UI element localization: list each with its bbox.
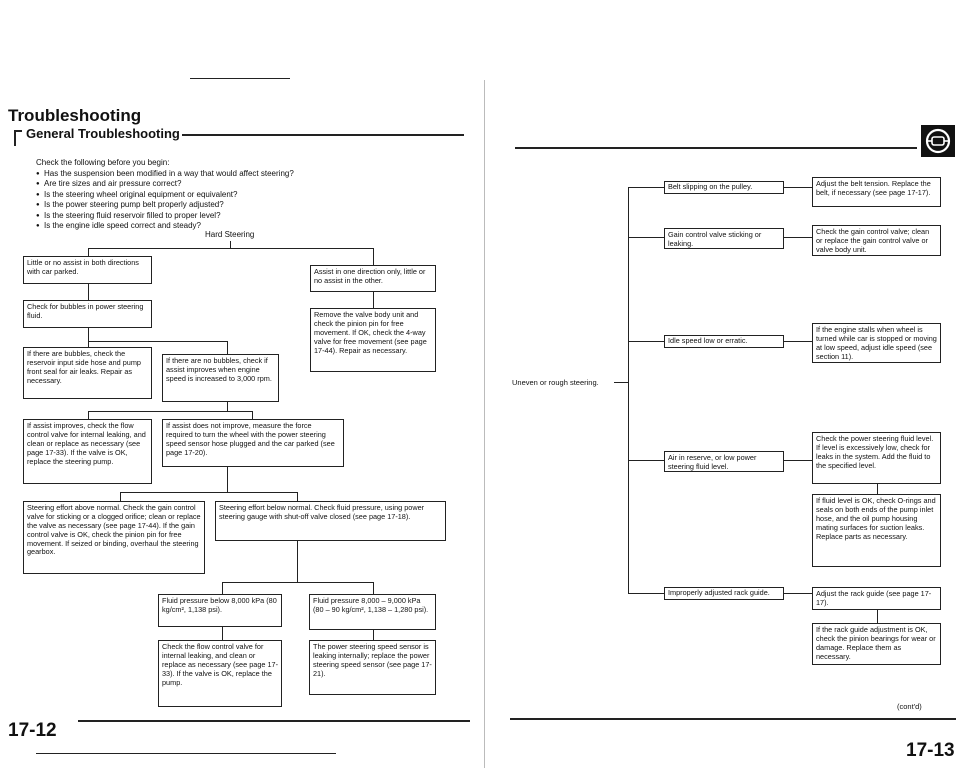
root-node-hard-steering: Hard Steering [205, 230, 255, 239]
footer-rule [510, 718, 956, 720]
remedy-idle-speed: If the engine stalls when wheel is turned while car is stopped or moving at low speed, adjust idle speed (see section 11). [812, 323, 941, 363]
footer-rule [78, 720, 470, 722]
connector [784, 341, 812, 342]
box-pressure-range: Fluid pressure 8,000 – 9,000 kPa (80 – 90 kg/cm², 1,138 – 1,280 psi). [309, 594, 436, 630]
connector [227, 341, 228, 354]
connector [784, 237, 812, 238]
page-gutter [484, 80, 485, 768]
box-speed-sensor: The power steering speed sensor is leaking internally; replace the power steering speed sensor (see page 17-21). [309, 640, 436, 695]
connector [373, 630, 374, 640]
top-rule [190, 78, 290, 79]
check-item: ● Are tire sizes and air pressure correct? [36, 179, 336, 190]
check-item: ● Is the power steering pump belt properly adjusted? [36, 200, 336, 211]
prechecks-intro: Check the following before you begin: [36, 158, 170, 167]
connector [222, 582, 223, 594]
box-little-assist: Little or no assist in both directions with car parked. [23, 256, 152, 284]
remedy-rack-guide: Adjust the rack guide (see page 17-17). [812, 587, 941, 610]
header-rule [515, 147, 917, 149]
connector [784, 593, 812, 594]
box-flow-control: Check the flow control valve for internal leaking, and clean or replace as necessary (see page 17-33). If the valve is OK, replace the pump. [158, 640, 282, 707]
connector [227, 467, 228, 493]
connector [88, 283, 89, 300]
check-item: ● Has the suspension been modified in a way that would affect steering? [36, 169, 336, 180]
page-number-left: 17-12 [8, 720, 57, 741]
connector [120, 492, 121, 501]
connector [222, 627, 223, 640]
box-assist-improves: If assist improves, check the flow control valve for internal leaking, and clean or replace as necessary (see page 17-33). If the valve is OK, replace the steering pump. [23, 419, 152, 484]
box-effort-above: Steering effort above normal. Check the gain control valve for sticking or a clogged orifice; clean or replace the valve as necessary (see page 17-44). If the gain control valve is OK, check the pinion pin for free movement. If seized or binding, overhaul the steering gearbox. [23, 501, 205, 574]
cause-low-fluid: Air in reserve, or low power steering fluid level. [664, 451, 784, 472]
connector [88, 248, 89, 256]
connector [88, 248, 374, 249]
footer-rule [36, 753, 336, 754]
remedy-gain-valve: Check the gain control valve; clean or replace the gain control valve or valve body unit. [812, 225, 941, 256]
connector [252, 411, 253, 419]
connector [88, 411, 253, 412]
connector [373, 291, 374, 308]
check-item: ● Is the engine idle speed correct and steady? [36, 221, 336, 232]
followup-seal-check: If fluid level is OK, check O-rings and seals on both ends of the pump inlet hose, and the oil pump housing mating surfaces for suction leaks. Replace parts as necessary. [812, 494, 941, 567]
box-effort-below: Steering effort below normal. Check fluid pressure, using power steering gauge with shut-off valve closed (see page 17-18). [215, 501, 446, 541]
remedy-belt-tension: Adjust the belt tension. Replace the belt, if necessary (see page 17-17). [812, 177, 941, 207]
connector [614, 382, 628, 383]
connector [88, 328, 89, 342]
connector [784, 187, 812, 188]
continued-label: (cont'd) [897, 702, 922, 711]
connector [628, 187, 664, 188]
connector [628, 460, 664, 461]
connector [628, 187, 629, 593]
connector [120, 492, 298, 493]
box-bubbles-no: If there are no bubbles, check if assist improves when engine speed is increased to 3,000 rpm. [162, 354, 279, 402]
connector [373, 582, 374, 594]
box-assist-not-improve: If assist does not improve, measure the force required to turn the wheel with the power steering speed sensor hose plugged and the car parked (see page 17-20). [162, 419, 344, 467]
connector [628, 593, 664, 594]
steering-wheel-icon [921, 125, 955, 157]
connector [784, 460, 812, 461]
page-number-right: 17-13 [906, 740, 955, 761]
remedy-fluid-level: Check the power steering fluid level. If level is excessively low, check for leaks in the system. Add the fluid to the specified level. [812, 432, 941, 484]
connector [222, 582, 374, 583]
followup-pinion-bearings: If the rack guide adjustment is OK, check the pinion bearings for wear or damage. Replace them as necessary. [812, 623, 941, 665]
connector [877, 610, 878, 623]
connector [297, 492, 298, 501]
connector [877, 484, 878, 494]
cause-rack-guide: Improperly adjusted rack guide. [664, 587, 784, 600]
connector [88, 341, 228, 342]
subtitle-bracket [14, 130, 16, 146]
subtitle-bracket-top [14, 130, 22, 132]
subtitle-rule [182, 134, 464, 136]
check-item: ● Is the steering fluid reservoir filled to proper level? [36, 211, 336, 222]
box-remove-valve: Remove the valve body unit and check the pinion pin for free movement. If OK, check the 4-way valve for free movement (see page 17-44). Repair as necessary. [310, 308, 436, 372]
connector [628, 341, 664, 342]
cause-belt-slipping: Belt slipping on the pulley. [664, 181, 784, 194]
box-bubbles-yes: If there are bubbles, check the reservoir input side hose and pump front seal for air leaks. Repair as necessary. [23, 347, 152, 399]
prechecks [36, 158, 336, 232]
box-pressure-below: Fluid pressure below 8,000 kPa (80 kg/cm², 1,138 psi). [158, 594, 282, 627]
connector [297, 541, 298, 583]
connector [88, 411, 89, 419]
check-item: ● Is the steering wheel original equipment or equivalent? [36, 190, 336, 201]
box-check-bubbles: Check for bubbles in power steering fluid. [23, 300, 152, 328]
connector [373, 248, 374, 265]
connector [628, 237, 664, 238]
page-title: Troubleshooting [8, 106, 142, 125]
cause-gain-valve: Gain control valve sticking or leaking. [664, 228, 784, 249]
cause-idle-speed: Idle speed low or erratic. [664, 335, 784, 348]
root-node-uneven-steering: Uneven or rough steering. [512, 378, 599, 387]
box-one-direction: Assist in one direction only, little or no assist in the other. [310, 265, 436, 292]
section-subtitle: General Troubleshooting [26, 126, 180, 141]
